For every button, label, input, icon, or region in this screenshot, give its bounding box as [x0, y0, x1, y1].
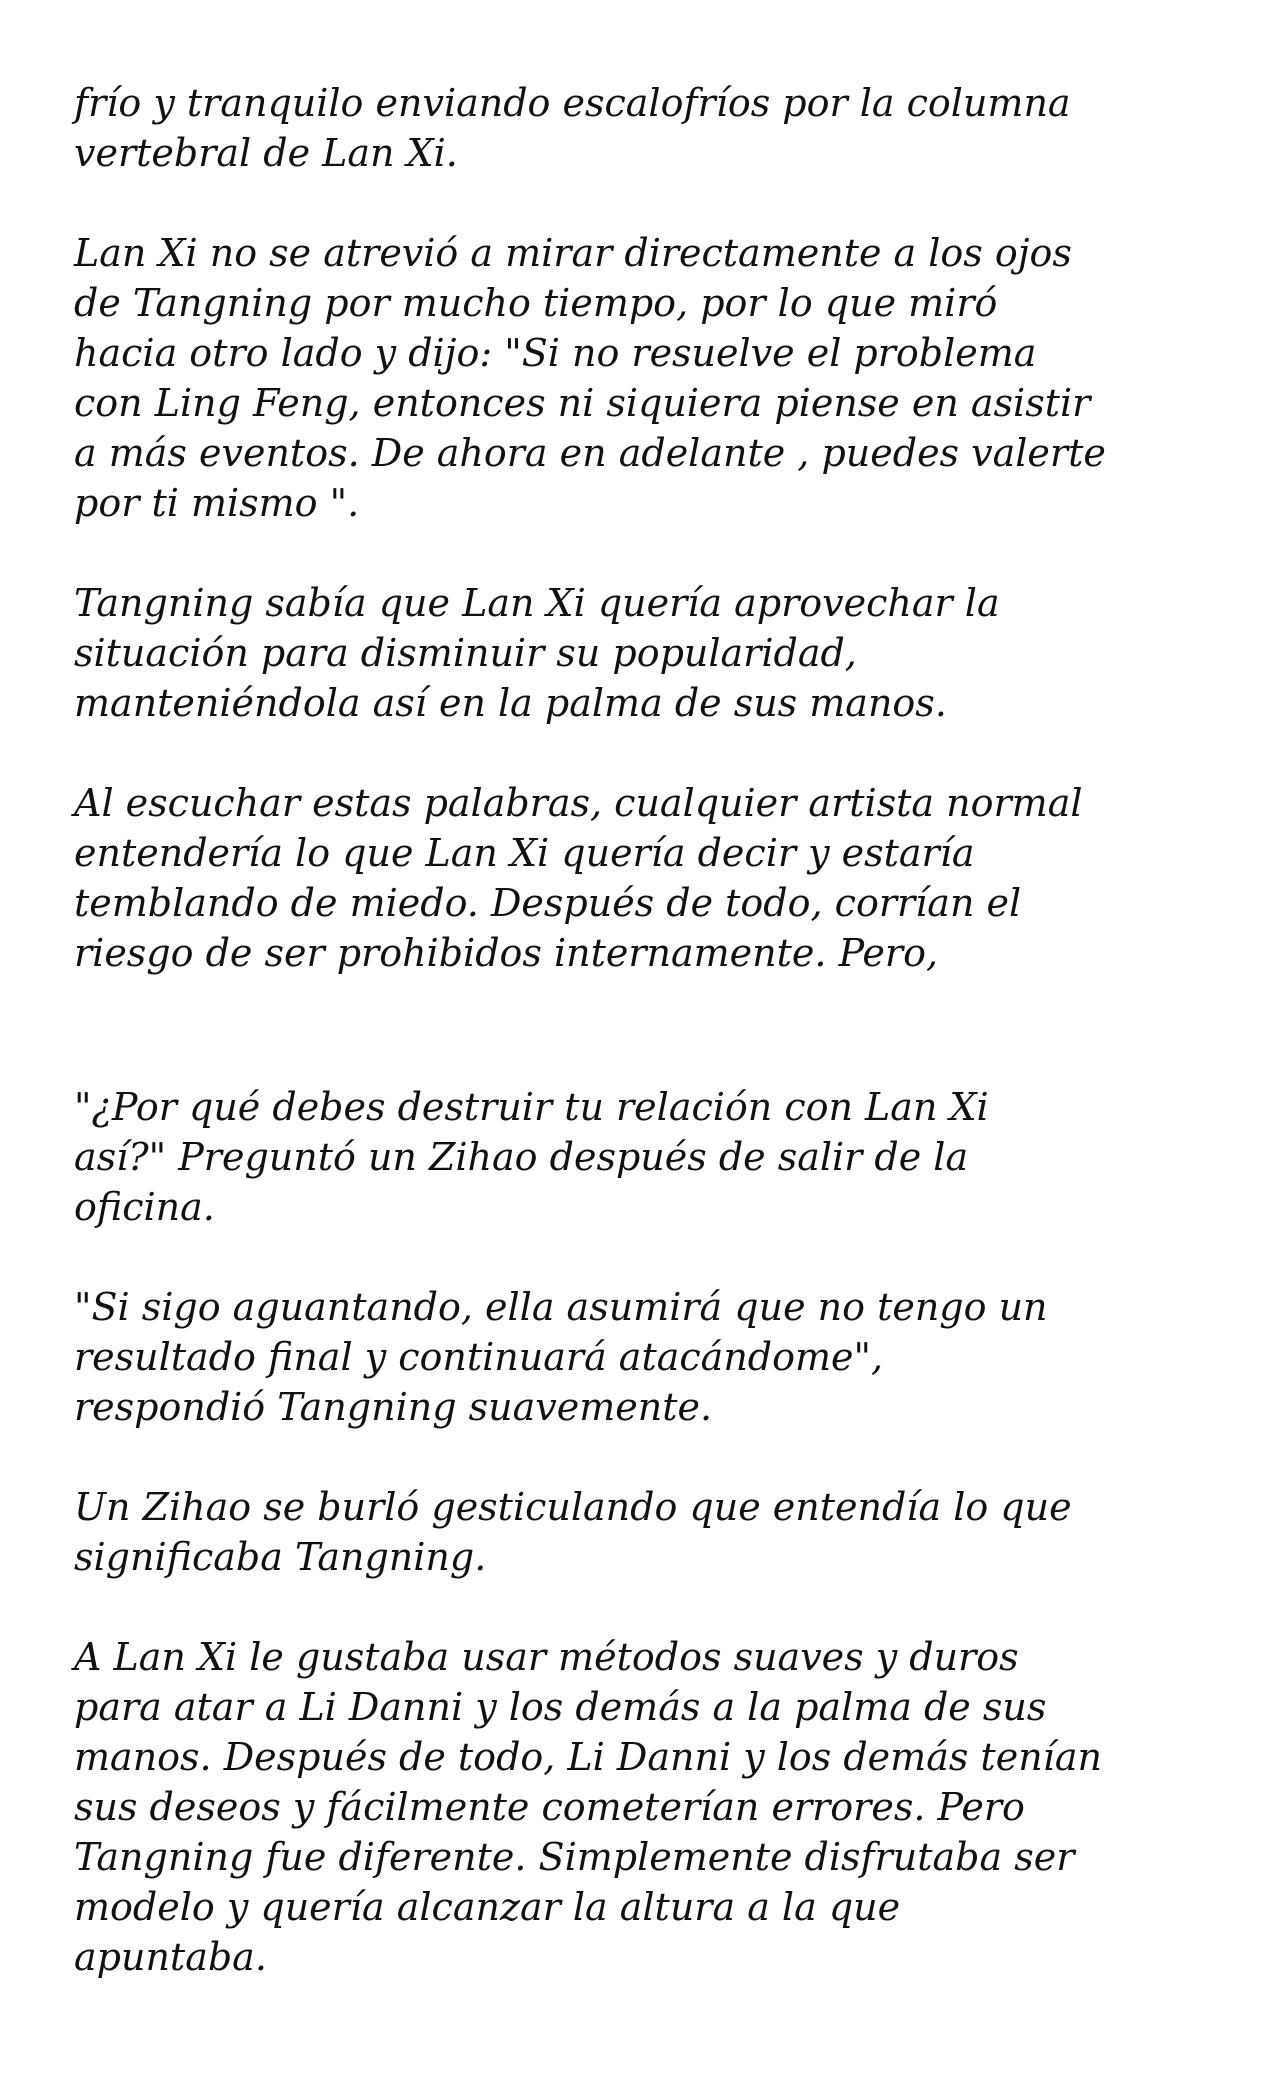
text-line: Tangning sabía que Lan Xi quería aprovechar la	[74, 581, 1000, 625]
text-line: Al escuchar estas palabras, cualquier artista normal	[74, 781, 1083, 825]
text-line: frío y tranquilo enviando escalofríos por la columna	[74, 81, 1071, 125]
text-line: respondió Tangning suavemente.	[74, 1385, 713, 1429]
text-line: apuntaba.	[74, 1935, 267, 1979]
text-line: Un Zihao se burló gesticulando que entendía lo que	[74, 1485, 1072, 1529]
text-line: hacia otro lado y dijo: "Si no resuelve el problema	[74, 331, 1037, 375]
text-line: resultado final y continuará atacándome",	[74, 1335, 884, 1379]
text-line: "¿Por qué debes destruir tu relación con Lan Xi	[74, 1085, 989, 1129]
text-line: manteniéndola así en la palma de sus manos.	[74, 681, 947, 725]
text-line: "Si sigo aguantando, ella asumirá que no tengo un	[74, 1285, 1048, 1329]
paragraph-2	[74, 228, 1254, 528]
text-line: con Ling Feng, entonces ni siquiera piense en asistir	[74, 381, 1091, 425]
paragraph-5	[74, 1082, 1254, 1232]
text-line: Lan Xi no se atrevió a mirar directamente a los ojos	[74, 231, 1072, 275]
text-line: a más eventos. De ahora en adelante , puedes valerte	[74, 431, 1106, 475]
text-line: entendería lo que Lan Xi quería decir y estaría	[74, 831, 975, 875]
text-line: Tangning fue diferente. Simplemente disfrutaba ser	[74, 1835, 1075, 1879]
paragraph-3	[74, 578, 1254, 728]
text-line: por ti mismo ".	[74, 481, 360, 525]
text-line: de Tangning por mucho tiempo, por lo que miró	[74, 281, 998, 325]
text-line: así?" Preguntó un Zihao después de salir de la	[74, 1135, 969, 1179]
paragraph-8	[74, 1632, 1254, 1982]
paragraph-1	[74, 78, 1254, 178]
text-line: manos. Después de todo, Li Danni y los demás tenían	[74, 1735, 1102, 1779]
paragraph-7	[74, 1482, 1254, 1582]
text-line: temblando de miedo. Después de todo, corrían el	[74, 881, 1022, 925]
paragraph-6	[74, 1282, 1254, 1432]
text-line: oficina.	[74, 1185, 215, 1229]
text-line: modelo y quería alcanzar la altura a la que	[74, 1885, 901, 1929]
text-line: situación para disminuir su popularidad,	[74, 631, 857, 675]
text-line: vertebral de Lan Xi.	[74, 131, 458, 175]
text-line: sus deseos y fácilmente cometerían errores. Pero	[74, 1785, 1025, 1829]
paragraph-4	[74, 778, 1254, 978]
text-line: riesgo de ser prohibidos internamente. Pero,	[74, 931, 939, 975]
text-line: para atar a Li Danni y los demás a la palma de sus	[74, 1685, 1047, 1729]
text-line: A Lan Xi le gustaba usar métodos suaves y duros	[74, 1635, 1019, 1679]
text-line: significaba Tangning.	[74, 1535, 487, 1579]
